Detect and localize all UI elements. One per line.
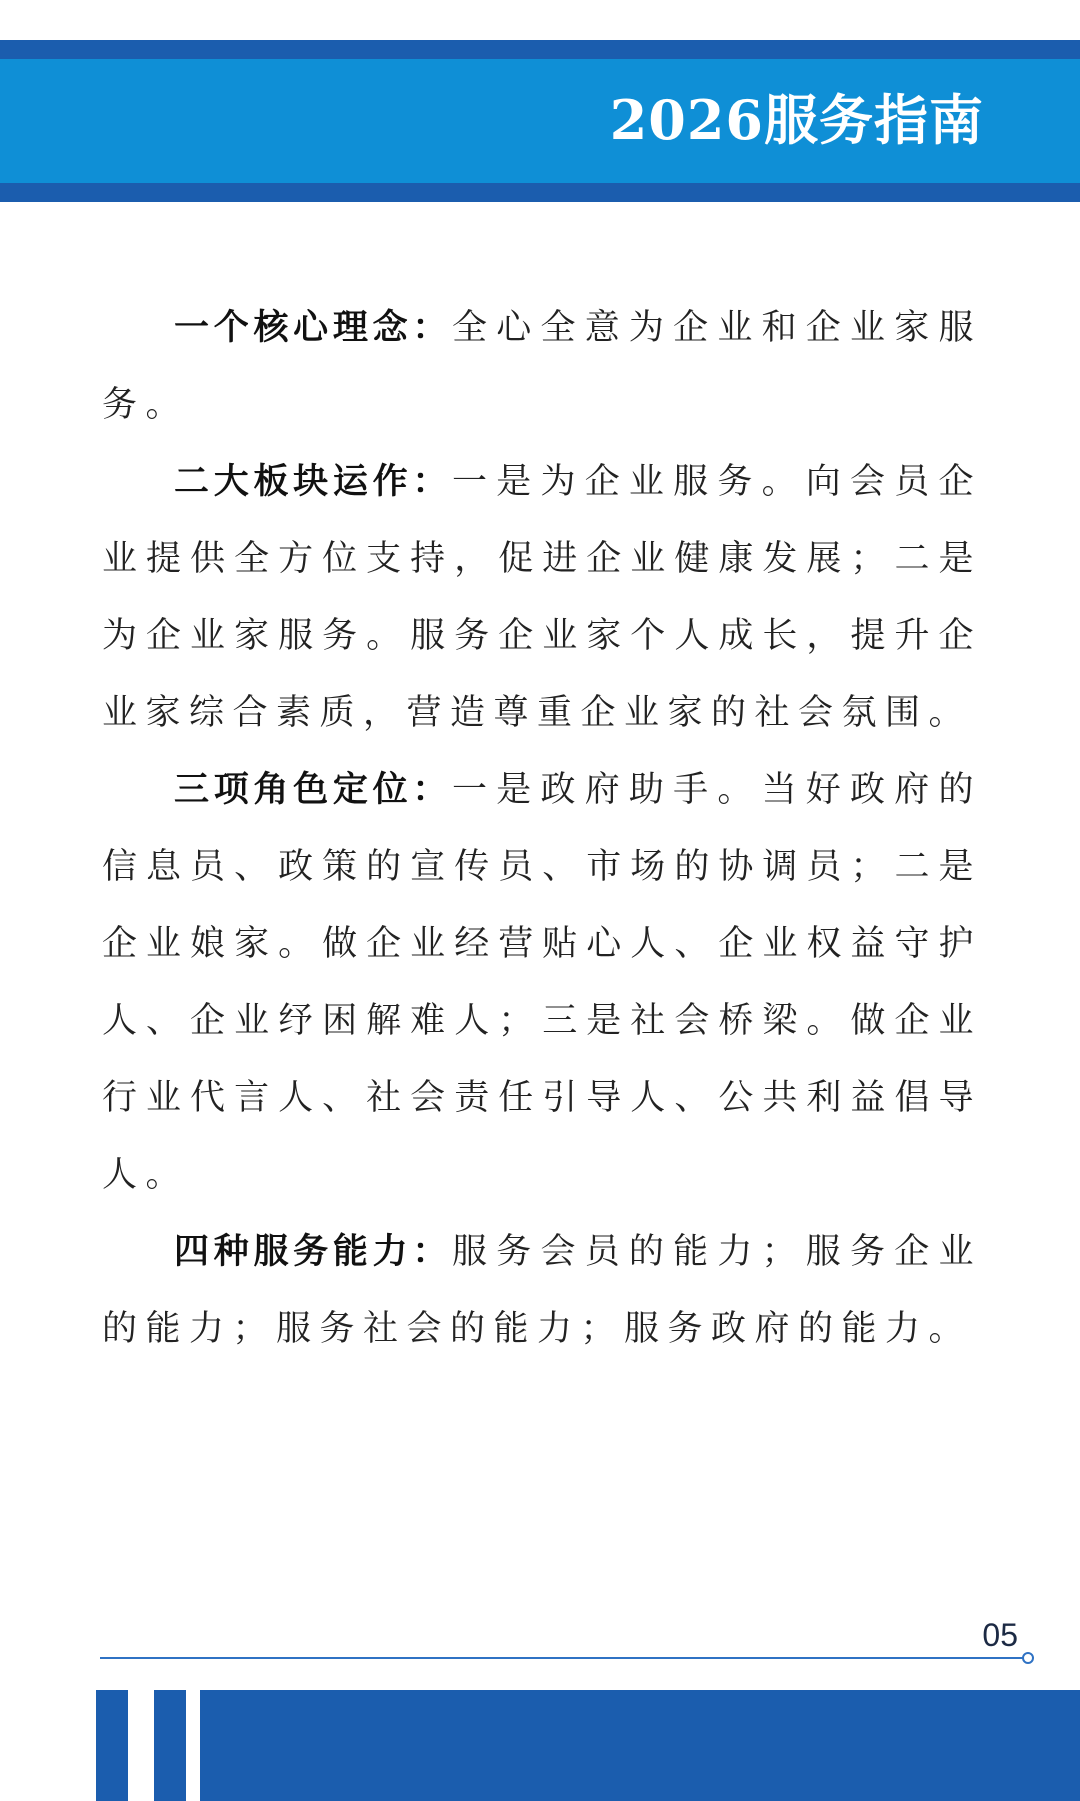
section-three-roles [102, 752, 982, 1214]
section-heading: 四种服务能力： [174, 1232, 453, 1272]
page-number: 05 [982, 1617, 1018, 1653]
section-heading: 三项角色定位： [174, 770, 453, 810]
section-text: 全心全意为企业和企业家服务。 [102, 308, 982, 425]
section-four-abilities [102, 1214, 982, 1368]
footer-band [200, 1690, 1080, 1801]
section-text: 一是政府助手。当好政府的信息员、政策的宣传员、市场的协调员；二是企业娘家。做企业经营贴心人、企业权益守护人、企业纾困解难人；三是社会桥梁。做企业行业代言人、社会责任引导人、公共利益倡导人。 [102, 770, 982, 1195]
header-bottom-band [0, 183, 1080, 202]
section-heading: 二大板块运作： [174, 462, 453, 502]
section-core-concept [102, 290, 982, 444]
section-text: 服务会员的能力；服务企业的能力；服务社会的能力；服务政府的能力。 [102, 1232, 982, 1349]
footer-stripe-left [96, 1690, 128, 1801]
section-text: 一是为企业服务。向会员企业提供全方位支持，促进企业健康发展；二是为企业家服务。服务企业家个人成长，提升企业家综合素质，营造尊重企业家的社会氛围。 [102, 462, 982, 733]
footer-divider [100, 1657, 1024, 1659]
section-heading: 一个核心理念： [174, 308, 453, 348]
footer-stripe-right [154, 1690, 186, 1801]
header-top-band [0, 40, 1080, 59]
guide-content [102, 290, 982, 1368]
divider-end-circle-icon [1022, 1652, 1034, 1664]
section-two-sectors [102, 444, 982, 752]
page-title: 2026服务指南 [609, 88, 984, 152]
